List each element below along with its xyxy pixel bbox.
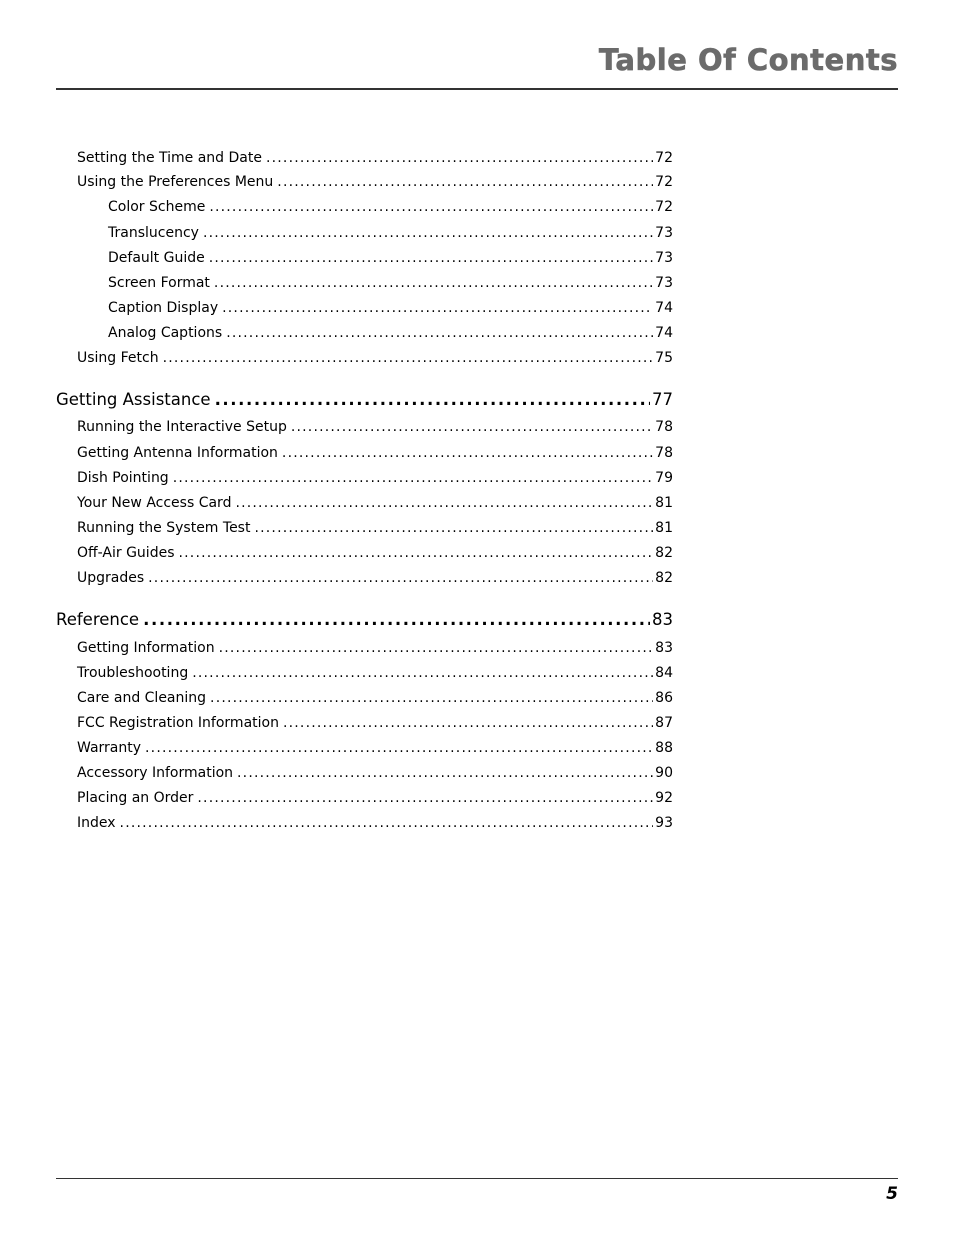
toc-entry[interactable] bbox=[77, 446, 673, 460]
toc-entry-label: Getting Information bbox=[77, 640, 215, 656]
toc-entry-page: 74 bbox=[655, 300, 673, 316]
dot-leader bbox=[226, 326, 653, 340]
toc-entry-label: Color Scheme bbox=[108, 199, 206, 215]
toc-entry-page: 72 bbox=[655, 150, 673, 166]
toc-entry-page: 92 bbox=[655, 790, 673, 806]
toc-entry-page: 72 bbox=[655, 174, 673, 190]
page-title: Table Of Contents bbox=[598, 43, 898, 77]
toc-entry-label: Default Guide bbox=[108, 250, 205, 266]
dot-leader bbox=[237, 766, 653, 780]
toc-entry-label: Setting the Time and Date bbox=[77, 150, 262, 166]
dot-leader bbox=[148, 571, 653, 585]
toc-subentry[interactable] bbox=[108, 326, 673, 340]
toc-entry[interactable] bbox=[77, 816, 673, 830]
toc-section-page: 83 bbox=[652, 610, 673, 629]
toc-entry-page: 87 bbox=[655, 715, 673, 731]
toc-entry[interactable] bbox=[77, 151, 673, 165]
toc-entry-label: Accessory Information bbox=[77, 765, 234, 781]
toc-entry-page: 88 bbox=[655, 740, 673, 756]
dot-leader bbox=[143, 612, 650, 629]
toc-entry-label: Using the Preferences Menu bbox=[77, 174, 274, 190]
toc-entry[interactable] bbox=[77, 691, 673, 705]
toc-entry[interactable] bbox=[77, 521, 673, 535]
toc-entry-label: Your New Access Card bbox=[77, 495, 232, 511]
header-divider bbox=[56, 88, 898, 90]
toc-entry[interactable] bbox=[77, 791, 673, 805]
dot-leader bbox=[203, 226, 653, 240]
toc-entry-label: FCC Registration Information bbox=[77, 715, 279, 731]
toc-section-heading[interactable] bbox=[56, 392, 673, 409]
toc-entry-page: 73 bbox=[655, 250, 673, 266]
toc-section-heading[interactable] bbox=[56, 612, 673, 629]
toc-entry-label: Care and Cleaning bbox=[77, 690, 207, 706]
toc-entry[interactable] bbox=[77, 496, 673, 510]
toc-entry-page: 73 bbox=[655, 225, 673, 241]
footer-divider bbox=[56, 1178, 898, 1179]
toc-subentry[interactable] bbox=[108, 226, 673, 240]
toc-entry[interactable] bbox=[77, 546, 673, 560]
toc-entry[interactable] bbox=[77, 666, 673, 680]
toc-entry-page: 72 bbox=[655, 199, 673, 215]
toc-entry-page: 81 bbox=[655, 495, 673, 511]
toc-entry-label: Placing an Order bbox=[77, 790, 194, 806]
toc-entry[interactable] bbox=[77, 716, 673, 730]
dot-leader bbox=[283, 716, 653, 730]
dot-leader bbox=[163, 351, 654, 365]
toc-entry[interactable] bbox=[77, 420, 673, 434]
dot-leader bbox=[120, 816, 654, 830]
toc-entry-label: Screen Format bbox=[108, 275, 210, 291]
toc-entry-label: Translucency bbox=[108, 225, 199, 241]
toc-entry[interactable] bbox=[77, 741, 673, 755]
toc-entry-page: 78 bbox=[655, 445, 673, 461]
toc-entry-page: 84 bbox=[655, 665, 673, 681]
toc-subentry[interactable] bbox=[108, 251, 673, 265]
toc-entry-page: 86 bbox=[655, 690, 673, 706]
toc-entry-label: Warranty bbox=[77, 740, 142, 756]
toc-entry-label: Using Fetch bbox=[77, 350, 159, 366]
dot-leader bbox=[215, 392, 650, 409]
dot-leader bbox=[209, 251, 653, 265]
toc-entry-page: 90 bbox=[655, 765, 673, 781]
dot-leader bbox=[254, 521, 653, 535]
toc-entry-page: 75 bbox=[655, 350, 673, 366]
toc-entry-page: 82 bbox=[655, 570, 673, 586]
toc-entry-label: Index bbox=[77, 815, 116, 831]
toc-entry-page: 73 bbox=[655, 275, 673, 291]
page-number: 5 bbox=[886, 1184, 898, 1204]
dot-leader bbox=[214, 276, 653, 290]
toc-entry[interactable] bbox=[77, 471, 673, 485]
toc-section-title: Getting Assistance bbox=[56, 390, 211, 409]
dot-leader bbox=[266, 151, 653, 165]
toc-entry[interactable] bbox=[77, 641, 673, 655]
toc-entry-page: 83 bbox=[655, 640, 673, 656]
toc-entry-page: 93 bbox=[655, 815, 673, 831]
toc-entry-label: Off-Air Guides bbox=[77, 545, 175, 561]
dot-leader bbox=[179, 546, 654, 560]
dot-leader bbox=[210, 691, 653, 705]
dot-leader bbox=[209, 200, 653, 214]
dot-leader bbox=[222, 301, 653, 315]
toc-entry-page: 74 bbox=[655, 325, 673, 341]
toc-entry[interactable] bbox=[77, 351, 673, 365]
dot-leader bbox=[173, 471, 653, 485]
toc-entry[interactable] bbox=[77, 766, 673, 780]
toc-entry-page: 79 bbox=[655, 470, 673, 486]
toc-entry-label: Running the Interactive Setup bbox=[77, 419, 287, 435]
toc-entry-label: Upgrades bbox=[77, 570, 145, 586]
dot-leader bbox=[197, 791, 653, 805]
toc-entry[interactable] bbox=[77, 571, 673, 585]
dot-leader bbox=[192, 666, 653, 680]
toc-entry[interactable] bbox=[77, 175, 673, 189]
toc-entry-page: 78 bbox=[655, 419, 673, 435]
toc-entry-page: 81 bbox=[655, 520, 673, 536]
toc-subentry[interactable] bbox=[108, 301, 673, 315]
toc-entry-label: Troubleshooting bbox=[77, 665, 189, 681]
dot-leader bbox=[145, 741, 653, 755]
dot-leader bbox=[277, 175, 653, 189]
toc-entry-label: Caption Display bbox=[108, 300, 219, 316]
dot-leader bbox=[235, 496, 653, 510]
toc-entry-page: 82 bbox=[655, 545, 673, 561]
dot-leader bbox=[282, 446, 653, 460]
toc-subentry[interactable] bbox=[108, 276, 673, 290]
toc-entry-label: Running the System Test bbox=[77, 520, 251, 536]
toc-section-title: Reference bbox=[56, 610, 140, 629]
dot-leader bbox=[291, 420, 653, 434]
dot-leader bbox=[219, 641, 654, 655]
toc-entry-label: Dish Pointing bbox=[77, 470, 169, 486]
toc-entry-label: Analog Captions bbox=[108, 325, 223, 341]
toc-section-page: 77 bbox=[652, 390, 673, 409]
toc-subentry[interactable] bbox=[108, 200, 673, 214]
toc-entry-label: Getting Antenna Information bbox=[77, 445, 278, 461]
